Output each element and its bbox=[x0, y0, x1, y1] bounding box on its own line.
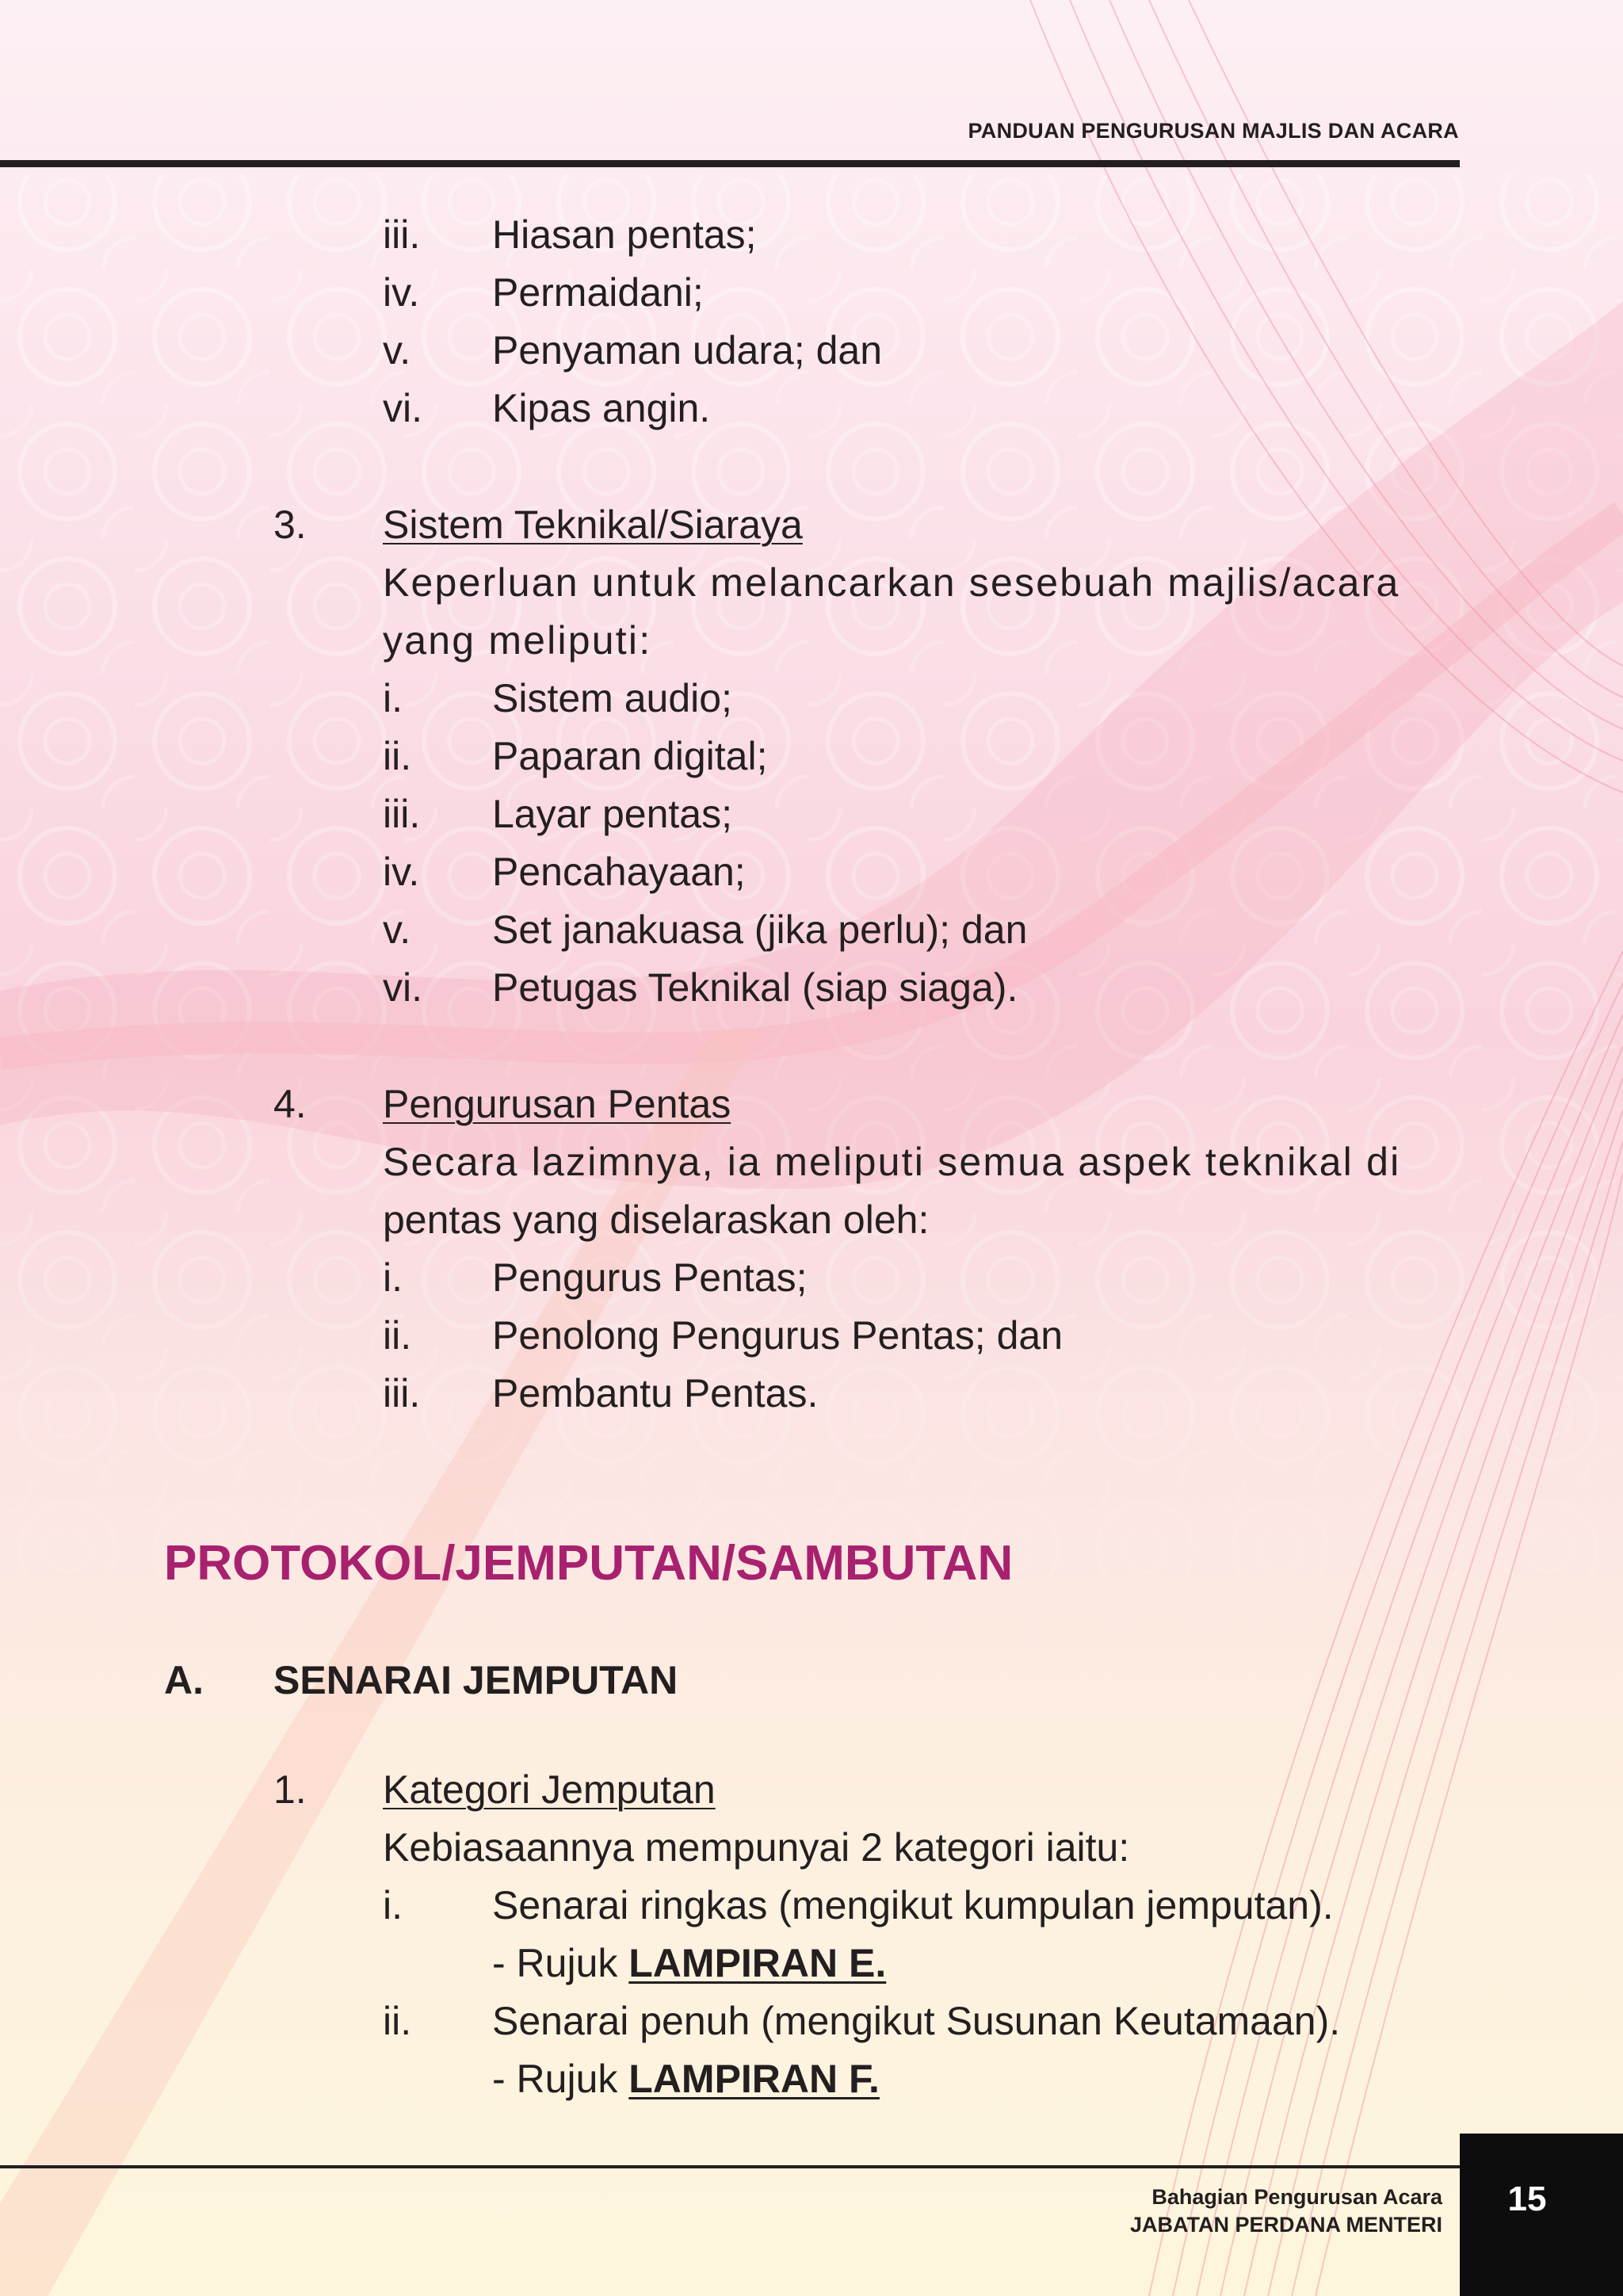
footer-ministry: JABATAN PERDANA MENTERI bbox=[1129, 2213, 1442, 2237]
list-item-number: v. bbox=[383, 328, 411, 372]
page-number: 15 bbox=[1507, 2179, 1547, 2218]
list-item-number: ii. bbox=[383, 1999, 412, 2043]
section-description: yang meliputi: bbox=[383, 618, 652, 663]
reference-prefix: - Rujuk bbox=[492, 1941, 629, 1985]
list-item-number: iii. bbox=[383, 1371, 421, 1415]
reference-line bbox=[492, 1939, 886, 1987]
list-item-number: iii. bbox=[383, 792, 421, 836]
list-item-text: Senarai penuh (mengikut Susunan Keutamaan). bbox=[492, 1999, 1341, 2043]
list-item-number: iv. bbox=[383, 270, 420, 315]
list-item-number: vi. bbox=[383, 386, 422, 430]
list-item-number: v. bbox=[383, 907, 411, 952]
section-number: 3. bbox=[273, 502, 307, 547]
section-description: pentas yang diselaraskan oleh: bbox=[383, 1198, 930, 1242]
appendix-link[interactable]: LAMPIRAN F. bbox=[628, 2057, 880, 2101]
list-item-number: vi. bbox=[383, 965, 422, 1010]
list-item-text: Penolong Pengurus Pentas; dan bbox=[492, 1313, 1063, 1358]
list-item-text: Pencahayaan; bbox=[492, 850, 746, 894]
section-number: 1. bbox=[273, 1767, 307, 1812]
list-item-text: Layar pentas; bbox=[492, 792, 732, 836]
list-item-text: Senarai ringkas (mengikut kumpulan jemputan). bbox=[492, 1883, 1334, 1927]
list-item-number: i. bbox=[383, 1883, 403, 1927]
section-title: Kategori Jemputan bbox=[383, 1767, 716, 1812]
list-item-text: Set janakuasa (jika perlu); dan bbox=[492, 907, 1028, 952]
list-item-number: ii. bbox=[383, 734, 412, 778]
header-divider bbox=[0, 160, 1460, 167]
list-item-text: Paparan digital; bbox=[492, 734, 768, 778]
subsection-heading: SENARAI JEMPUTAN bbox=[273, 1658, 678, 1702]
list-item-text: Petugas Teknikal (siap siaga). bbox=[492, 965, 1018, 1010]
list-item-number: ii. bbox=[383, 1313, 412, 1358]
running-header: PANDUAN PENGURUSAN MAJLIS DAN ACARA bbox=[968, 119, 1459, 143]
section-description: Secara lazimnya, ia meliputi semua aspek teknikal di bbox=[383, 1140, 1401, 1184]
section-title: Pengurusan Pentas bbox=[383, 1082, 731, 1126]
list-item-text: Pembantu Pentas. bbox=[492, 1371, 819, 1415]
subsection-letter: A. bbox=[164, 1658, 204, 1702]
list-item-text: Penyaman udara; dan bbox=[492, 328, 883, 372]
appendix-link[interactable]: LAMPIRAN E. bbox=[628, 1941, 887, 1985]
list-item-text: Pengurus Pentas; bbox=[492, 1255, 808, 1300]
list-item-number: iii. bbox=[383, 212, 421, 257]
section-number: 4. bbox=[273, 1082, 307, 1126]
list-item-number: i. bbox=[383, 676, 403, 720]
footer-divider bbox=[0, 2165, 1460, 2168]
footer-department: Bahagian Pengurusan Acara bbox=[1151, 2185, 1442, 2209]
list-item-text: Permaidani; bbox=[492, 270, 704, 315]
section-title: Sistem Teknikal/Siaraya bbox=[383, 502, 803, 547]
list-item-text: Hiasan pentas; bbox=[492, 212, 757, 257]
list-item-number: i. bbox=[383, 1255, 403, 1300]
section-description: Keperluan untuk melancarkan sesebuah majlis/acara bbox=[383, 560, 1400, 605]
reference-prefix: - Rujuk bbox=[492, 2057, 629, 2101]
reference-line bbox=[492, 2055, 880, 2103]
chapter-heading: PROTOKOL/JEMPUTAN/SAMBUTAN bbox=[164, 1536, 1014, 1591]
list-item-text: Sistem audio; bbox=[492, 676, 732, 720]
list-item-number: iv. bbox=[383, 850, 420, 894]
list-item-text: Kipas angin. bbox=[492, 386, 711, 430]
section-description: Kebiasaannya mempunyai 2 kategori iaitu: bbox=[383, 1825, 1130, 1870]
